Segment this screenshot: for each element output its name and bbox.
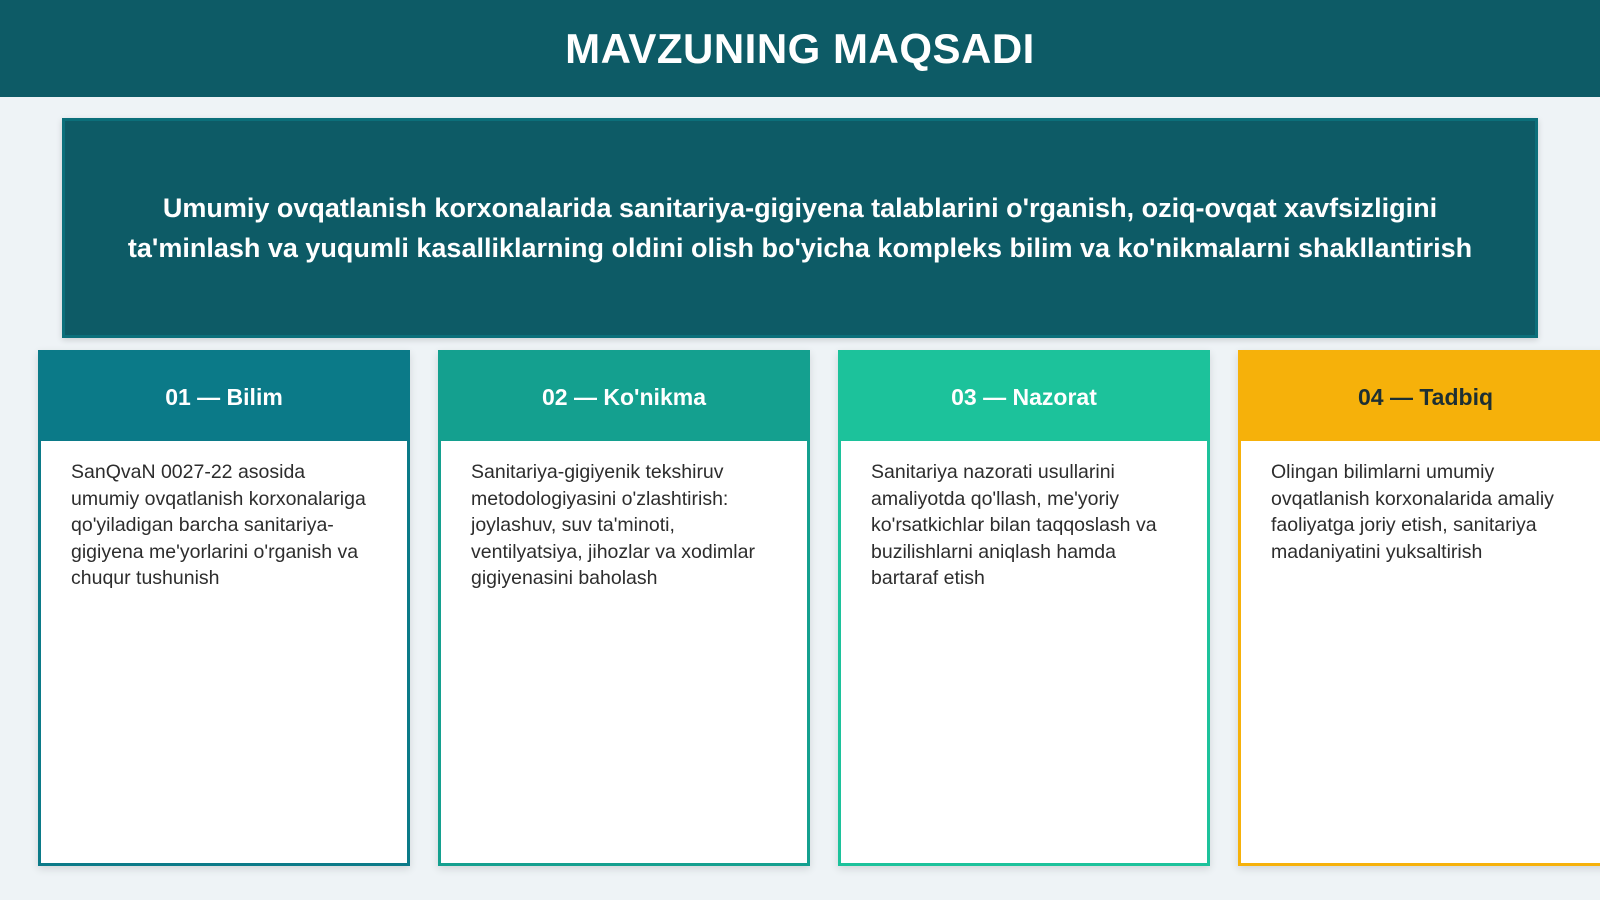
- card-title: 04 — Tadbiq: [1241, 353, 1600, 441]
- card-title: 01 — Bilim: [41, 353, 407, 441]
- page-title: MAVZUNING MAQSADI: [565, 24, 1035, 72]
- card-title: 02 — Ko'nikma: [441, 353, 807, 441]
- card-text: Sanitariya nazorati usullarini amaliyotda qo'llash, me'yoriy ko'rsatkichlar bilan taqqoslash va buzilishlarni aniqlash hamda bartaraf etish: [871, 461, 1157, 589]
- goal-banner: [62, 118, 1538, 338]
- card-title: 03 — Nazorat: [841, 353, 1207, 441]
- card-konikma: [438, 350, 810, 866]
- card-text: SanQvaN 0027-22 asosida umumiy ovqatlanish korxonalariga qo'yiladigan barcha sanitariya-gigiyena me'yorlarini o'rganish va chuqur tushunish: [71, 461, 366, 589]
- goal-text: Umumiy ovqatlanish korxonalarida sanitariya-gigiyena talablarini o'rganish, oziq-ovqat xavfsizligini ta'minlash va yuqumli kasalliklarning oldini olish bo'yicha kompleks bilim va ko'nikmalarni shakllantirish: [127, 193, 1473, 263]
- card-tadbiq: [1238, 350, 1600, 866]
- card-nazorat: [838, 350, 1210, 866]
- card-text: Olingan bilimlarni umumiy ovqatlanish korxonalarida amaliy faoliyatga joriy etish, sanitariya madaniyatini yuksaltirish: [1271, 461, 1554, 563]
- card-bilim: [38, 350, 410, 866]
- card-text: Sanitariya-gigiyenik tekshiruv metodologiyasini o'zlashtirish: joylashuv, suv ta'minoti, ventilyatsiya, jihozlar va xodimlar gigiyenasini baholash: [471, 461, 755, 589]
- header-bar: [0, 0, 1600, 97]
